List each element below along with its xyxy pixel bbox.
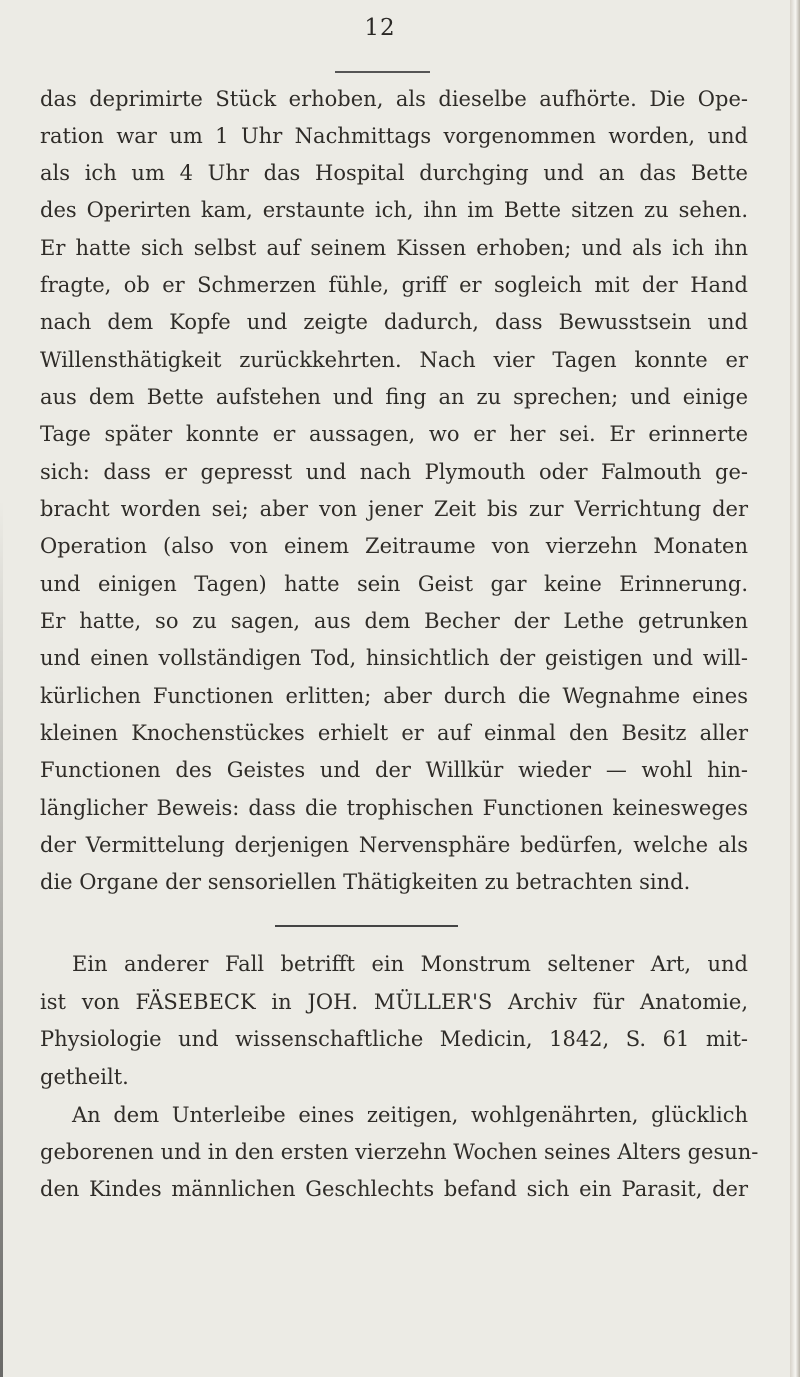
text-line: das deprimirte Stück erhoben, als dieselbe aufhörte. Die Ope- (40, 87, 748, 111)
text-line: ist von FÄSEBECK in JOH. MÜLLER'S Archiv für Anatomie, (40, 990, 748, 1014)
page-right-edge (790, 0, 800, 1377)
text-line: An dem Unterleibe eines zeitigen, wohlgenährten, glücklich (72, 1103, 748, 1127)
text-line: Functionen des Geistes und der Willkür wieder — wohl hin- (40, 758, 748, 782)
text-line: Ein anderer Fall betrifft ein Monstrum seltener Art, und (72, 952, 748, 976)
text-line: Willensthätigkeit zurückkehrten. Nach vier Tagen konnte er (40, 348, 748, 372)
text-line: als ich um 4 Uhr das Hospital durchging und an das Bette (40, 161, 748, 185)
text-line: getheilt. (40, 1065, 129, 1089)
text-line: Operation (also von einem Zeitraume von vierzehn Monaten (40, 534, 748, 558)
page-number: 12 (364, 15, 396, 41)
text-line: Er hatte sich selbst auf seinem Kissen erhoben; und als ich ihn (40, 236, 748, 260)
text-line: länglicher Beweis: dass die trophischen Functionen keinesweges (40, 796, 748, 820)
text-line: Er hatte, so zu sagen, aus dem Becher der Lethe getrunken (40, 609, 748, 633)
text-line: und einen vollständigen Tod, hinsichtlich der geistigen und will- (40, 646, 748, 670)
text-line: bracht worden sei; aber von jener Zeit bis zur Verrichtung der (40, 497, 748, 521)
section-divider (275, 925, 458, 927)
text-line: Physiologie und wissenschaftliche Medicin, 1842, S. 61 mit- (40, 1027, 748, 1051)
text-line: geborenen und in den ersten vierzehn Wochen seines Alters gesun- (40, 1140, 759, 1164)
text-line: fragte, ob er Schmerzen fühle, griff er sogleich mit der Hand (40, 273, 748, 297)
text-line: nach dem Kopfe und zeigte dadurch, dass Bewusstsein und (40, 310, 748, 334)
text-line: den Kindes männlichen Geschlechts befand sich ein Parasit, der (40, 1177, 748, 1201)
page-number-rule (335, 71, 430, 73)
text-line: sich: dass er gepresst und nach Plymouth oder Falmouth ge- (40, 460, 748, 484)
text-line: der Vermittelung derjenigen Nervensphäre bedürfen, welche als (40, 833, 748, 857)
page-left-edge-shadow (0, 500, 3, 1377)
text-line: kürlichen Functionen erlitten; aber durch die Wegnahme eines (40, 684, 748, 708)
text-line: Tage später konnte er aussagen, wo er her sei. Er erinnerte (40, 422, 748, 446)
text-line: kleinen Knochenstückes erhielt er auf einmal den Besitz aller (40, 721, 748, 745)
text-line: aus dem Bette aufstehen und fing an zu sprechen; und einige (40, 385, 748, 409)
text-line: des Operirten kam, erstaunte ich, ihn im Bette sitzen zu sehen. (40, 198, 748, 222)
text-line: die Organe der sensoriellen Thätigkeiten zu betrachten sind. (40, 870, 691, 894)
text-line: ration war um 1 Uhr Nachmittags vorgenommen worden, und (40, 124, 748, 148)
text-line: und einigen Tagen) hatte sein Geist gar keine Erinnerung. (40, 572, 748, 596)
